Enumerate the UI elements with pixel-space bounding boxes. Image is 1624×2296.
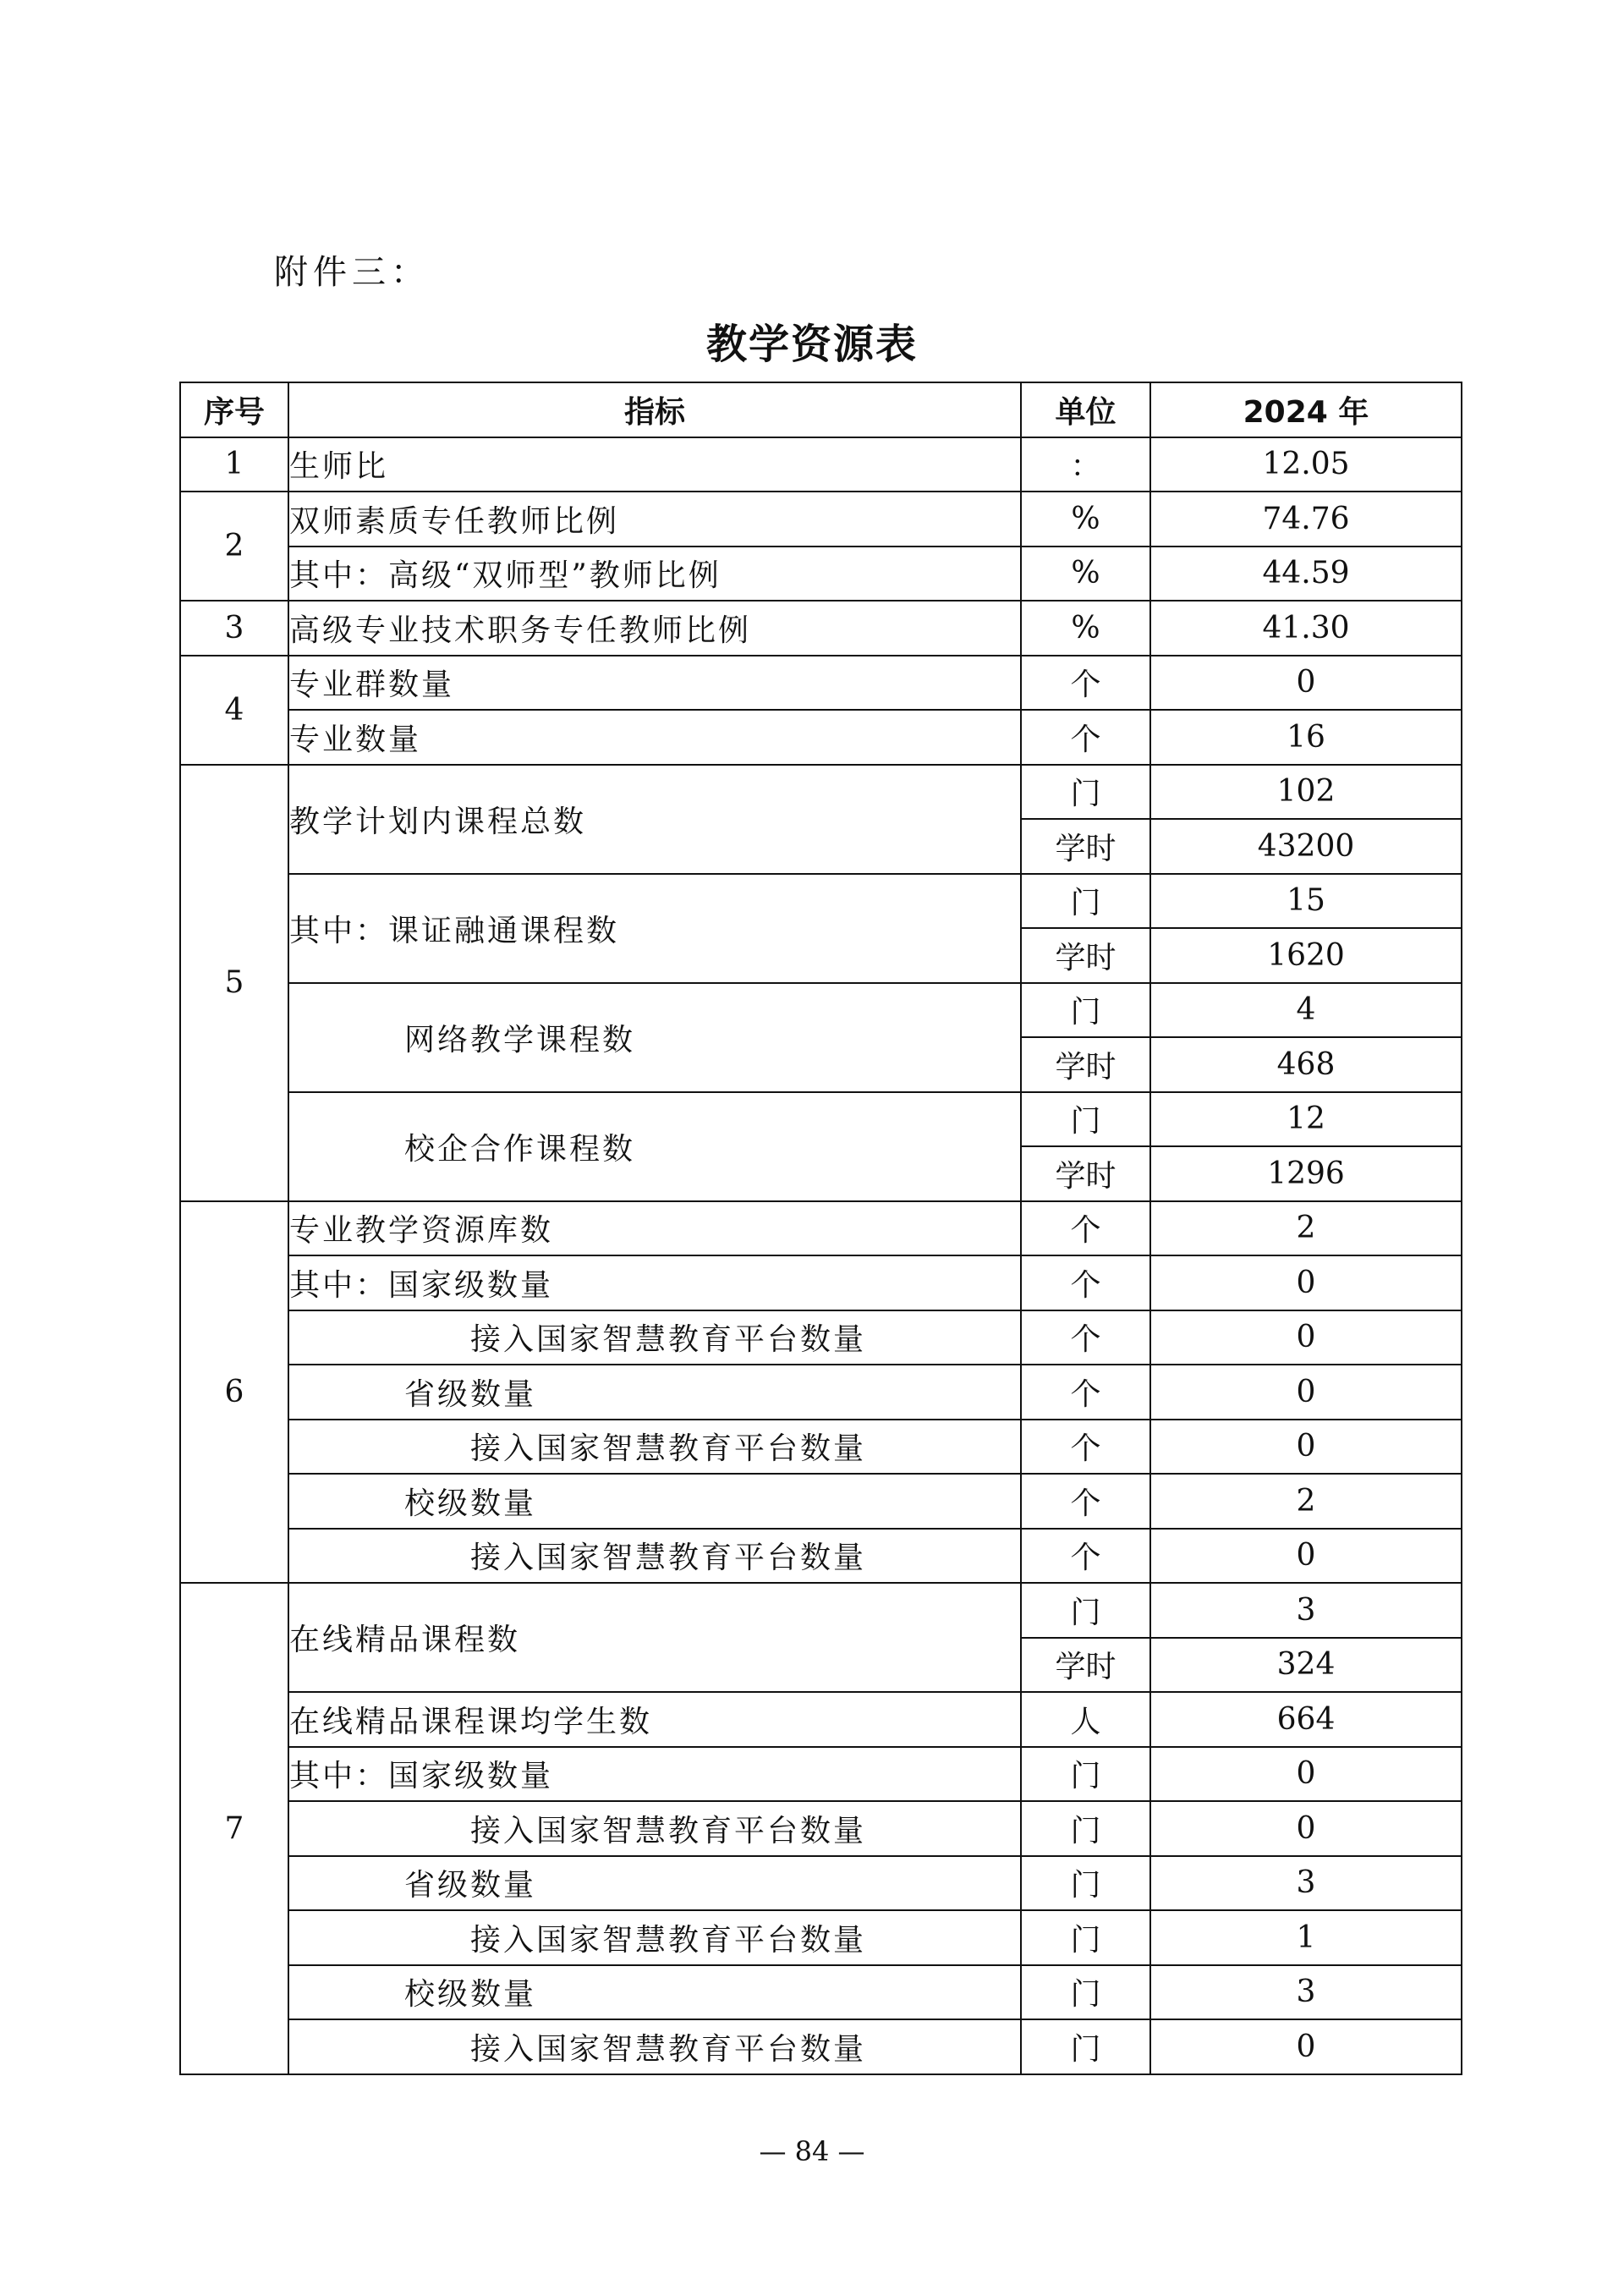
table-row bbox=[180, 1529, 1462, 1584]
unit-cell: 学时 bbox=[1021, 1638, 1150, 1693]
indicator-cell: 教学计划内课程总数 bbox=[288, 765, 1021, 874]
unit-cell: 个 bbox=[1021, 710, 1150, 765]
indicator-cell: 其中：高级“双师型”教师比例 bbox=[288, 547, 1021, 601]
attachment-label: 附件三： bbox=[274, 253, 430, 292]
indicator-cell: 双师素质专任教师比例 bbox=[288, 492, 1021, 547]
value-cell: 3 bbox=[1150, 1965, 1462, 2020]
indicator-cell: 省级数量 bbox=[288, 1856, 1021, 1911]
table-row bbox=[180, 492, 1462, 547]
unit-cell: 人 bbox=[1021, 1692, 1150, 1747]
table-row bbox=[180, 1801, 1462, 1856]
table-row bbox=[180, 983, 1462, 1038]
value-cell: 16 bbox=[1150, 710, 1462, 765]
table-row bbox=[180, 1310, 1462, 1365]
table-row bbox=[180, 1255, 1462, 1310]
table-row bbox=[180, 1365, 1462, 1420]
unit-cell: 学时 bbox=[1021, 1037, 1150, 1092]
table-row bbox=[180, 1583, 1462, 1638]
value-cell: 2 bbox=[1150, 1474, 1462, 1529]
unit-cell: 门 bbox=[1021, 1856, 1150, 1911]
indicator-cell: 其中：国家级数量 bbox=[288, 1255, 1021, 1310]
page-title: 教学资源表 bbox=[705, 321, 918, 368]
indicator-cell: 接入国家智慧教育平台数量 bbox=[288, 1801, 1021, 1856]
indicator-cell: 校级数量 bbox=[288, 1965, 1021, 2020]
indicator-cell: 在线精品课程数 bbox=[288, 1583, 1021, 1692]
unit-cell: 门 bbox=[1021, 1910, 1150, 1965]
table-row bbox=[180, 656, 1462, 711]
indicator-cell: 专业数量 bbox=[288, 710, 1021, 765]
value-cell: 0 bbox=[1150, 1529, 1462, 1584]
indicator-cell: 其中：国家级数量 bbox=[288, 1747, 1021, 1802]
unit-cell: 个 bbox=[1021, 1474, 1150, 1529]
value-cell: 0 bbox=[1150, 1747, 1462, 1802]
indicator-cell: 校级数量 bbox=[288, 1474, 1021, 1529]
table-row bbox=[180, 1092, 1462, 1147]
unit-cell: % bbox=[1021, 547, 1150, 601]
seq-cell: 7 bbox=[180, 1583, 288, 2074]
header-seq: 序号 bbox=[180, 382, 288, 437]
value-cell: 0 bbox=[1150, 1801, 1462, 1856]
table-row bbox=[180, 1692, 1462, 1747]
unit-cell: 学时 bbox=[1021, 819, 1150, 874]
table-row bbox=[180, 2019, 1462, 2074]
header-year: 2024 年 bbox=[1150, 382, 1462, 437]
indicator-cell: 网络教学课程数 bbox=[288, 983, 1021, 1092]
table-row bbox=[180, 1856, 1462, 1911]
table-row bbox=[180, 1910, 1462, 1965]
page-number: — 84 — bbox=[759, 2135, 865, 2167]
value-cell: 324 bbox=[1150, 1638, 1462, 1693]
value-cell: 2 bbox=[1150, 1201, 1462, 1256]
indicator-cell: 专业教学资源库数 bbox=[288, 1201, 1021, 1256]
table-row bbox=[180, 547, 1462, 601]
table-row bbox=[180, 437, 1462, 492]
table-header-row bbox=[180, 382, 1462, 437]
unit-cell: 门 bbox=[1021, 1965, 1150, 2020]
value-cell: 43200 bbox=[1150, 819, 1462, 874]
seq-cell: 1 bbox=[180, 437, 288, 492]
indicator-cell: 在线精品课程课均学生数 bbox=[288, 1692, 1021, 1747]
table-row bbox=[180, 874, 1462, 929]
unit-cell: 个 bbox=[1021, 1310, 1150, 1365]
value-cell: 74.76 bbox=[1150, 492, 1462, 547]
indicator-cell: 接入国家智慧教育平台数量 bbox=[288, 1420, 1021, 1475]
seq-cell: 3 bbox=[180, 601, 288, 656]
table-row bbox=[180, 1474, 1462, 1529]
unit-cell: 门 bbox=[1021, 874, 1150, 929]
indicator-cell: 专业群数量 bbox=[288, 656, 1021, 711]
seq-cell: 6 bbox=[180, 1201, 288, 1584]
value-cell: 12 bbox=[1150, 1092, 1462, 1147]
indicator-cell: 接入国家智慧教育平台数量 bbox=[288, 1310, 1021, 1365]
value-cell: 0 bbox=[1150, 656, 1462, 711]
value-cell: 0 bbox=[1150, 2019, 1462, 2074]
unit-cell: 学时 bbox=[1021, 928, 1150, 983]
value-cell: 15 bbox=[1150, 874, 1462, 929]
unit-cell: 门 bbox=[1021, 2019, 1150, 2074]
value-cell: 0 bbox=[1150, 1420, 1462, 1475]
unit-cell: 门 bbox=[1021, 1092, 1150, 1147]
unit-cell: 门 bbox=[1021, 1747, 1150, 1802]
unit-cell: 个 bbox=[1021, 1529, 1150, 1584]
indicator-cell: 接入国家智慧教育平台数量 bbox=[288, 1910, 1021, 1965]
seq-cell: 2 bbox=[180, 492, 288, 601]
table-row bbox=[180, 601, 1462, 656]
unit-cell: 门 bbox=[1021, 1801, 1150, 1856]
table-row bbox=[180, 1201, 1462, 1256]
unit-cell: 个 bbox=[1021, 1255, 1150, 1310]
value-cell: 1620 bbox=[1150, 928, 1462, 983]
header-unit: 单位 bbox=[1021, 382, 1150, 437]
indicator-cell: 省级数量 bbox=[288, 1365, 1021, 1420]
value-cell: 4 bbox=[1150, 983, 1462, 1038]
teaching-resource-table bbox=[179, 382, 1462, 2075]
indicator-cell: 校企合作课程数 bbox=[288, 1092, 1021, 1201]
indicator-cell: 接入国家智慧教育平台数量 bbox=[288, 1529, 1021, 1584]
value-cell: 0 bbox=[1150, 1365, 1462, 1420]
unit-cell: 个 bbox=[1021, 1420, 1150, 1475]
value-cell: 12.05 bbox=[1150, 437, 1462, 492]
indicator-cell: 接入国家智慧教育平台数量 bbox=[288, 2019, 1021, 2074]
indicator-cell: 其中：课证融通课程数 bbox=[288, 874, 1021, 983]
value-cell: 102 bbox=[1150, 765, 1462, 820]
unit-cell: 个 bbox=[1021, 1365, 1150, 1420]
table-row bbox=[180, 1747, 1462, 1802]
unit-cell: 门 bbox=[1021, 1583, 1150, 1638]
value-cell: 1 bbox=[1150, 1910, 1462, 1965]
table-row bbox=[180, 710, 1462, 765]
value-cell: 468 bbox=[1150, 1037, 1462, 1092]
header-indicator: 指标 bbox=[288, 382, 1021, 437]
unit-cell: 学时 bbox=[1021, 1146, 1150, 1201]
indicator-cell: 高级专业技术职务专任教师比例 bbox=[288, 601, 1021, 656]
value-cell: 0 bbox=[1150, 1310, 1462, 1365]
seq-cell: 5 bbox=[180, 765, 288, 1201]
unit-cell: 个 bbox=[1021, 1201, 1150, 1256]
value-cell: 3 bbox=[1150, 1583, 1462, 1638]
unit-cell: % bbox=[1021, 492, 1150, 547]
value-cell: 41.30 bbox=[1150, 601, 1462, 656]
table-row bbox=[180, 1965, 1462, 2020]
unit-cell: 门 bbox=[1021, 765, 1150, 820]
value-cell: 44.59 bbox=[1150, 547, 1462, 601]
table-row bbox=[180, 765, 1462, 820]
seq-cell: 4 bbox=[180, 656, 288, 765]
unit-cell: % bbox=[1021, 601, 1150, 656]
value-cell: 0 bbox=[1150, 1255, 1462, 1310]
table-row bbox=[180, 1420, 1462, 1475]
value-cell: 1296 bbox=[1150, 1146, 1462, 1201]
indicator-cell: 生师比 bbox=[288, 437, 1021, 492]
value-cell: 664 bbox=[1150, 1692, 1462, 1747]
unit-cell: 门 bbox=[1021, 983, 1150, 1038]
unit-cell: ： bbox=[1021, 437, 1150, 492]
value-cell: 3 bbox=[1150, 1856, 1462, 1911]
unit-cell: 个 bbox=[1021, 656, 1150, 711]
